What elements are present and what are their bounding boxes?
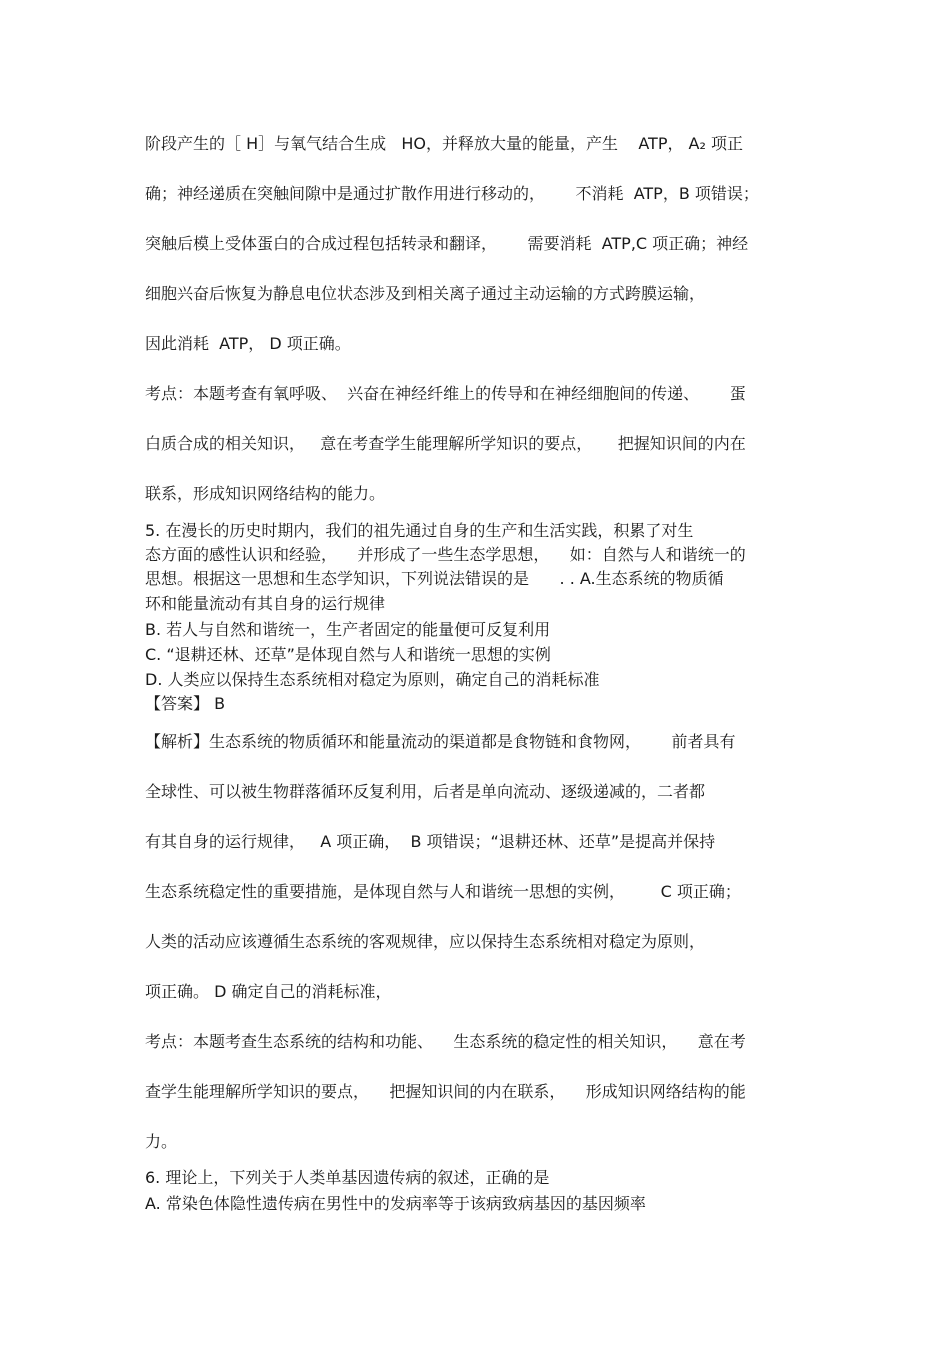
q5-answer: 【答案】 B: [145, 694, 226, 713]
q5-analysis-line: 有其自身的运行规律， A 项正确， B 项错误；“退耕还林、还草”是提高并保持: [145, 832, 716, 851]
q5-kaodian-line: 考点：本题考查生态系统的结构和功能、 生态系统的稳定性的相关知识， 意在考: [145, 1032, 746, 1051]
prev-kaodian-line: 联系，形成知识网络结构的能力。: [145, 484, 386, 503]
q5-stem-line: 环和能量流动有其自身的运行规律: [145, 594, 386, 613]
q5-stem-line: 思想。根据这一思想和生态学知识，下列说法错误的是 . . A.生态系统的物质循: [145, 569, 724, 588]
prev-analysis-line: 细胞兴奋后恢复为静息电位状态涉及到相关离子通过主动运输的方式跨膜运输，: [145, 284, 706, 303]
prev-analysis-line: 突触后模上受体蛋白的合成过程包括转录和翻译， 需要消耗 ATP,C 项正确；神经: [145, 234, 749, 253]
q5-analysis-line: 【解析】生态系统的物质循环和能量流动的渠道都是食物链和食物网， 前者具有: [145, 732, 736, 751]
q6-stem: 6. 理论上，下列关于人类单基因遗传病的叙述，正确的是: [145, 1168, 550, 1187]
q5-kaodian-line: 查学生能理解所学知识的要点， 把握知识间的内在联系， 形成知识网络结构的能: [145, 1082, 746, 1101]
q5-kaodian-line: 力。: [145, 1132, 178, 1151]
q6-option-a: A. 常染色体隐性遗传病在男性中的发病率等于该病致病基因的基因频率: [145, 1194, 646, 1213]
q5-option-d: D. 人类应以保持生态系统相对稳定为原则，确定自己的消耗标准: [145, 670, 600, 689]
q5-option-c: C. “退耕还林、还草”是体现自然与人和谐统一思想的实例: [145, 645, 551, 664]
q5-analysis-line: 人类的活动应该遵循生态系统的客观规律，应以保持生态系统相对稳定为原则，: [145, 932, 706, 951]
q5-option-b: B. 若人与自然和谐统一，生产者固定的能量便可反复利用: [145, 620, 551, 639]
q5-stem-line: 5. 在漫长的历史时期内，我们的祖先通过自身的生产和生活实践，积累了对生: [145, 521, 694, 540]
prev-analysis-line: 确；神经递质在突触间隙中是通过扩散作用进行移动的， 不消耗 ATP，B 项错误；: [145, 184, 759, 203]
prev-kaodian-line: 白质合成的相关知识， 意在考查学生能理解所学知识的要点， 把握知识间的内在: [145, 434, 746, 453]
q5-analysis-line: 全球性、可以被生物群落循环反复利用，后者是单向流动、逐级递减的，二者都: [145, 782, 706, 801]
prev-analysis-line: 阶段产生的［ H］与氧气结合生成 HO，并释放大量的能量，产生 ATP， A₂ 项正: [145, 134, 744, 153]
q5-analysis-line: 生态系统稳定性的重要措施，是体现自然与人和谐统一思想的实例， C 项正确；: [145, 882, 741, 901]
prev-kaodian-line: 考点：本题考查有氧呼吸、 兴奋在神经纤维上的传导和在神经细胞间的传递、 蛋: [145, 384, 746, 403]
q5-stem-line: 态方面的感性认识和经验， 并形成了一些生态学思想， 如：自然与人和谐统一的: [145, 545, 746, 564]
prev-analysis-line: 因此消耗 ATP， D 项正确。: [145, 334, 351, 353]
q5-analysis-line: 项正确。 D 确定自己的消耗标准，: [145, 982, 392, 1001]
